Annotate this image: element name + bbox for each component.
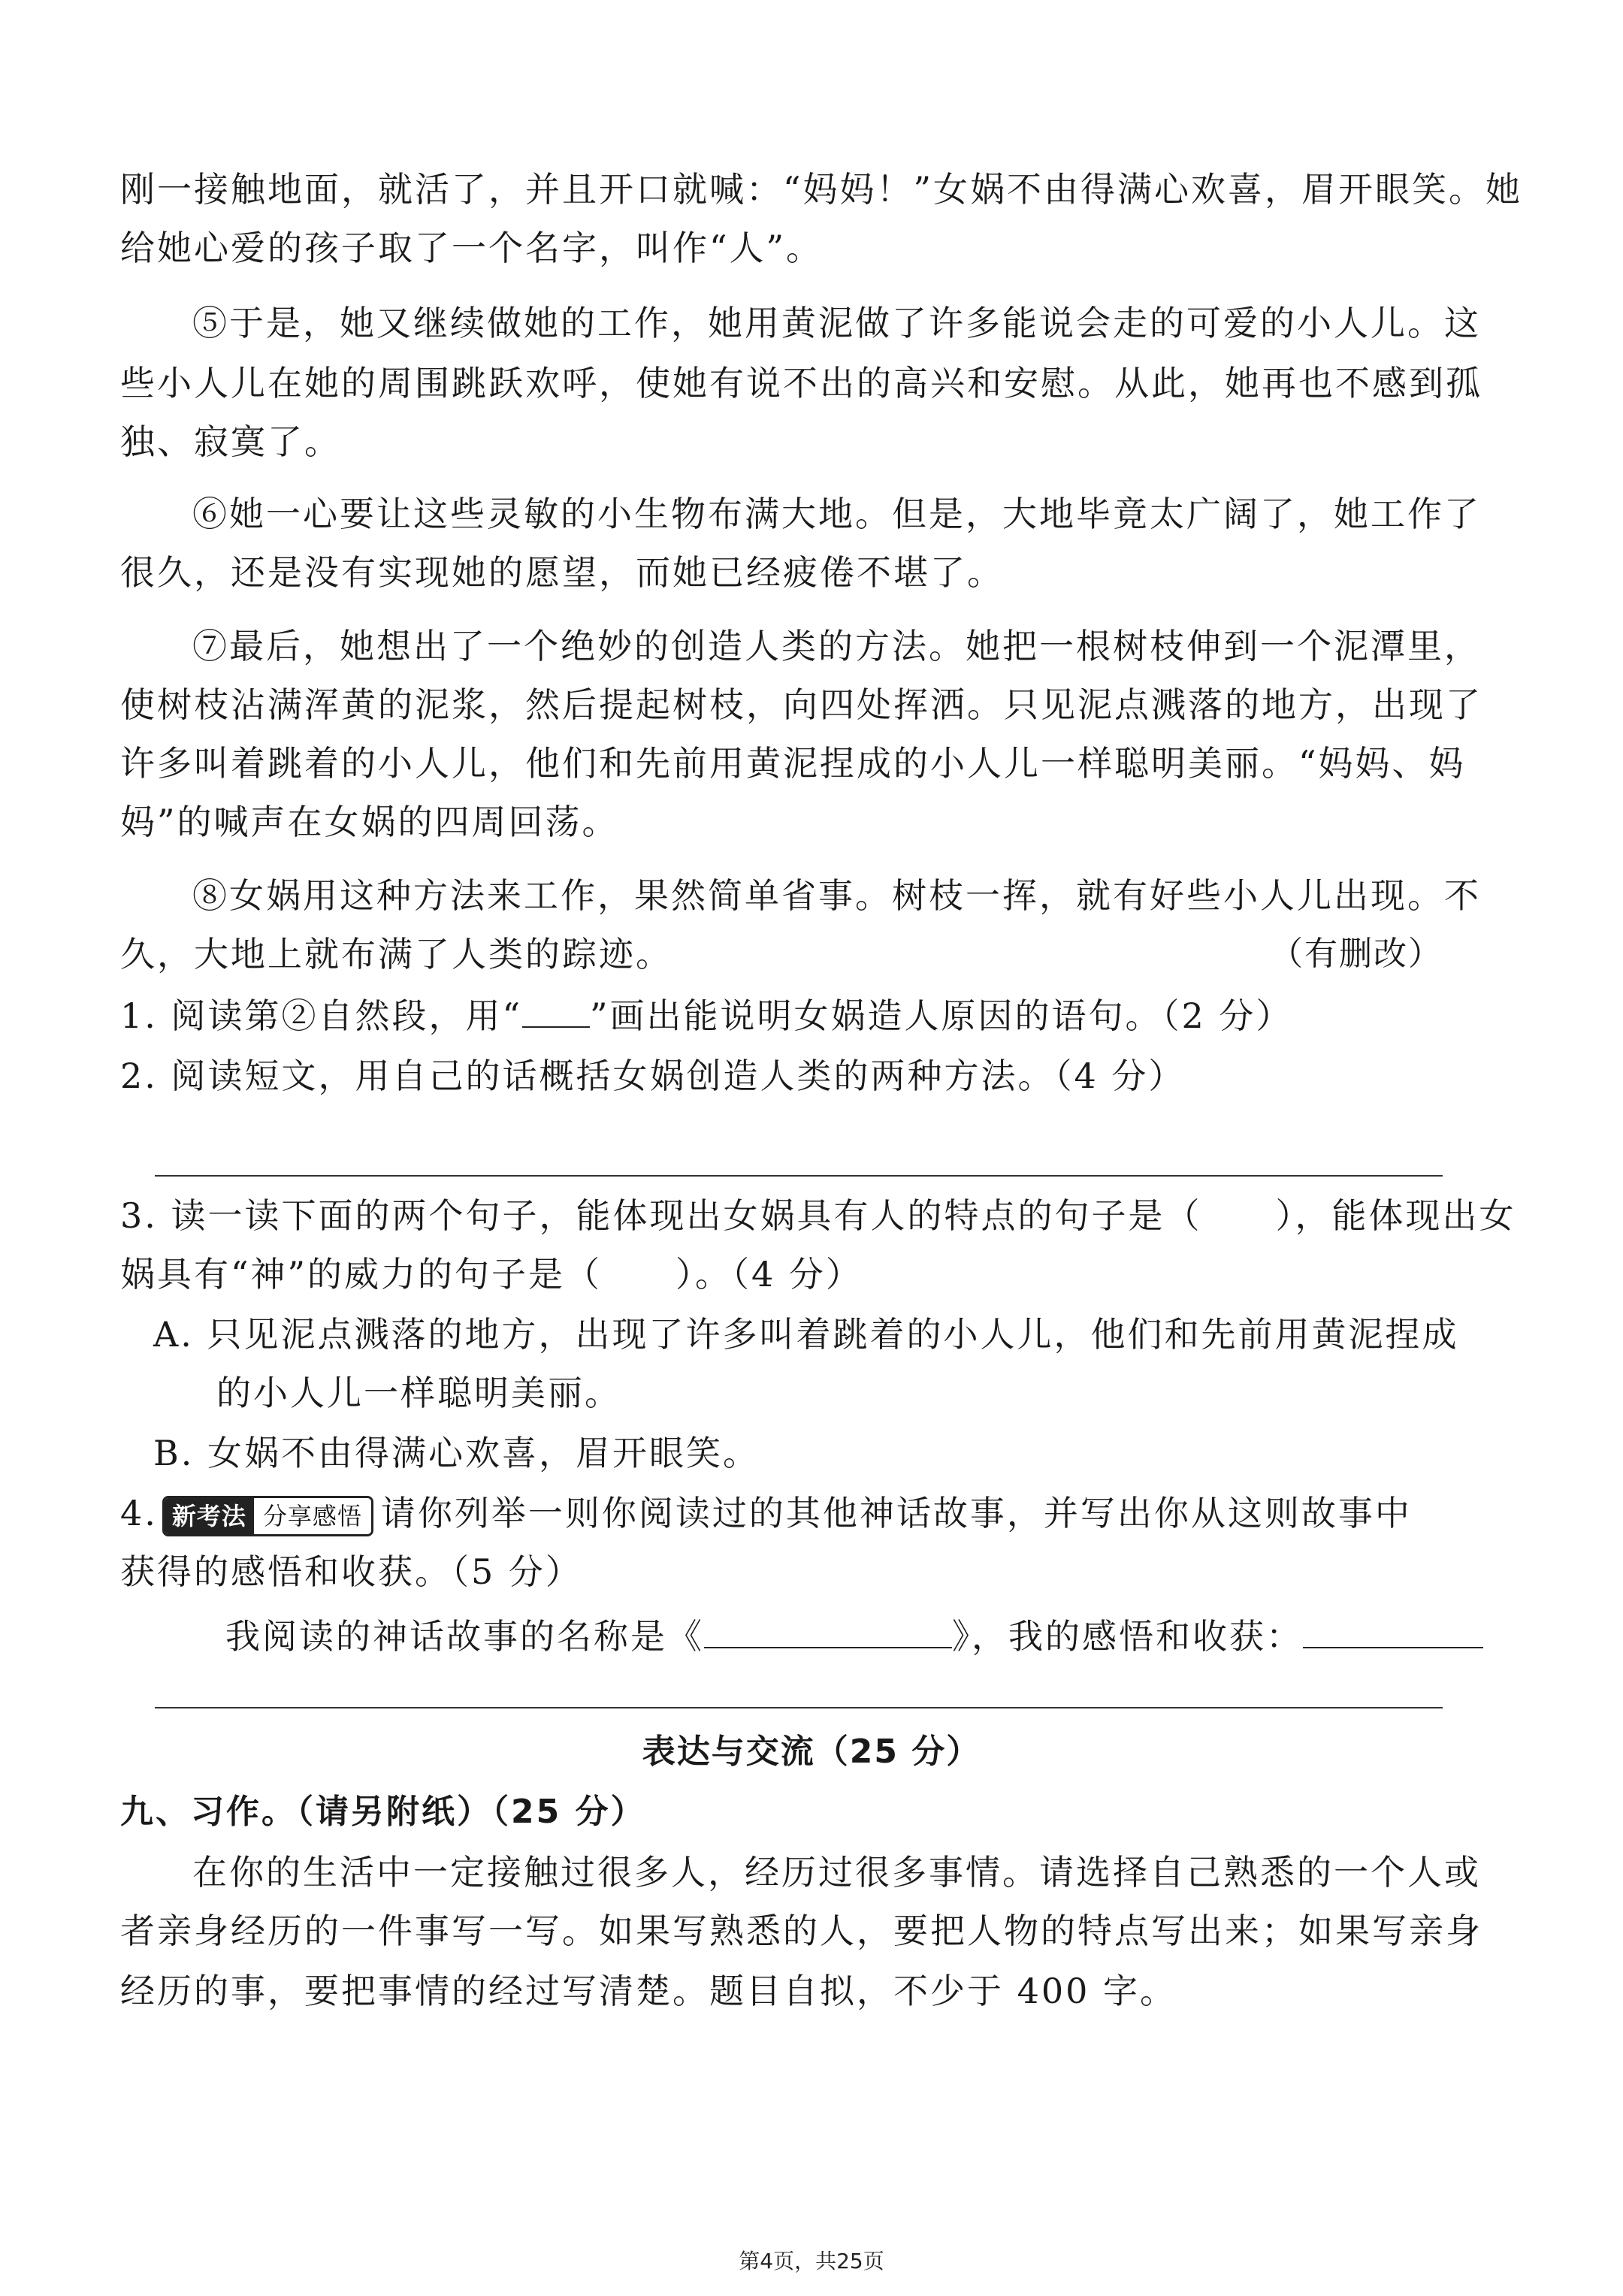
question-4-fill-line xyxy=(225,1612,1443,1660)
passage-p5-line1: ⑤于是，她又继续做她的工作，她用黄泥做了许多能说会走的可爱的小人儿。这 xyxy=(192,303,1481,343)
passage-p4-line2: 给她心爱的孩子取了一个名字，叫作“人”。 xyxy=(120,228,824,268)
passage-p7-line4: 妈”的喊声在女娲的四周回荡。 xyxy=(120,802,619,842)
question-1-underline-sample xyxy=(522,992,590,1028)
question-9-title: 九、习作。（请另附纸）（25 分） xyxy=(120,1793,646,1831)
question-1 xyxy=(120,992,1443,1040)
question-9-line3: 经历的事，要把事情的经过写清楚。题目自拟，不少于 400 字。 xyxy=(120,1971,1177,2011)
question-3-option-a-line2: 的小人儿一样聪明美丽。 xyxy=(216,1373,621,1413)
question-4-line1 xyxy=(120,1489,1443,1537)
question-1-text-a: 1. 阅读第②自然段，用“ xyxy=(120,995,523,1036)
question-4-number: 4. xyxy=(120,1493,158,1533)
edit-note: （有删改） xyxy=(1270,935,1443,973)
question-4-answer-line[interactable] xyxy=(155,1707,1443,1708)
section-title: 表达与交流（25 分） xyxy=(642,1733,981,1771)
passage-p7-line2: 使树枝沾满浑黄的泥浆，然后提起树枝，向四处挥洒。只见泥点溅落的地方，出现了 xyxy=(120,684,1482,725)
story-name-blank[interactable] xyxy=(704,1612,952,1648)
passage-p6-line2: 很久，还是没有实现她的愿望，而她已经疲倦不堪了。 xyxy=(120,552,1004,593)
question-2-answer-line[interactable] xyxy=(155,1175,1443,1177)
passage-p4-line1: 刚一接触地面，就活了，并且开口就喊：“妈妈！”女娲不由得满心欢喜，眉开眼笑。她 xyxy=(120,169,1523,210)
passage-p5-line2: 些小人儿在她的周围跳跃欢呼，使她有说不出的高兴和安慰。从此，她再也不感到孤 xyxy=(120,363,1482,403)
question-4-fill-text-a: 我阅读的神话故事的名称是《 xyxy=(225,1616,704,1657)
badge-share-insight: 分享感悟 xyxy=(254,1498,371,1534)
question-1-text-b: ”画出能说明女娲造人原因的语句。（2 分） xyxy=(590,995,1293,1036)
question-9-line1: 在你的生活中一定接触过很多人，经历过很多事情。请选择自己熟悉的一个人或 xyxy=(192,1852,1481,1893)
insight-blank[interactable] xyxy=(1303,1612,1483,1648)
passage-p5-line3: 独、寂寞了。 xyxy=(120,421,341,462)
question-4-text: 请你列举一则你阅读过的其他神话故事，并写出你从这则故事中 xyxy=(380,1493,1412,1533)
new-exam-badge xyxy=(162,1496,373,1536)
passage-p8-line2: 久，大地上就布满了人类的踪迹。 xyxy=(120,934,672,974)
question-3-line2: 娲具有“神”的威力的句子是（ ）。（4 分） xyxy=(120,1254,863,1295)
passage-p7-line1: ⑦最后，她想出了一个绝妙的创造人类的方法。她把一根树枝伸到一个泥潭里， xyxy=(192,626,1481,666)
question-9-line2: 者亲身经历的一件事写一写。如果写熟悉的人，要把人物的特点写出来；如果写亲身 xyxy=(120,1911,1482,1951)
page-number: 第4页，共25页 xyxy=(739,2249,884,2273)
question-4-fill-text-b: 》，我的感悟和收获： xyxy=(952,1616,1303,1657)
passage-p7-line3: 许多叫着跳着的小人儿，他们和先前用黄泥捏成的小人儿一样聪明美丽。“妈妈、妈 xyxy=(120,743,1466,784)
question-4-line2: 获得的感悟和收获。（5 分） xyxy=(120,1551,582,1592)
badge-new-method: 新考法 xyxy=(165,1498,254,1534)
question-3-option-b: B. 女娲不由得满心欢喜，眉开眼笑。 xyxy=(153,1433,760,1473)
question-3-option-a-line1: A. 只见泥点溅落的地方，出现了许多叫着跳着的小人儿，他们和先前用黄泥捏成 xyxy=(153,1314,1459,1355)
passage-p8-line1: ⑧女娲用这种方法来工作，果然简单省事。树枝一挥，就有好些小人儿出现。不 xyxy=(192,875,1481,916)
passage-p6-line1: ⑥她一心要让这些灵敏的小生物布满大地。但是，大地毕竟太广阔了，她工作了 xyxy=(192,494,1481,534)
question-3-line1: 3. 读一读下面的两个句子，能体现出女娲具有人的特点的句子是（ ），能体现出女 xyxy=(120,1195,1516,1236)
question-2: 2. 阅读短文，用自己的话概括女娲创造人类的两种方法。（4 分） xyxy=(120,1056,1186,1096)
